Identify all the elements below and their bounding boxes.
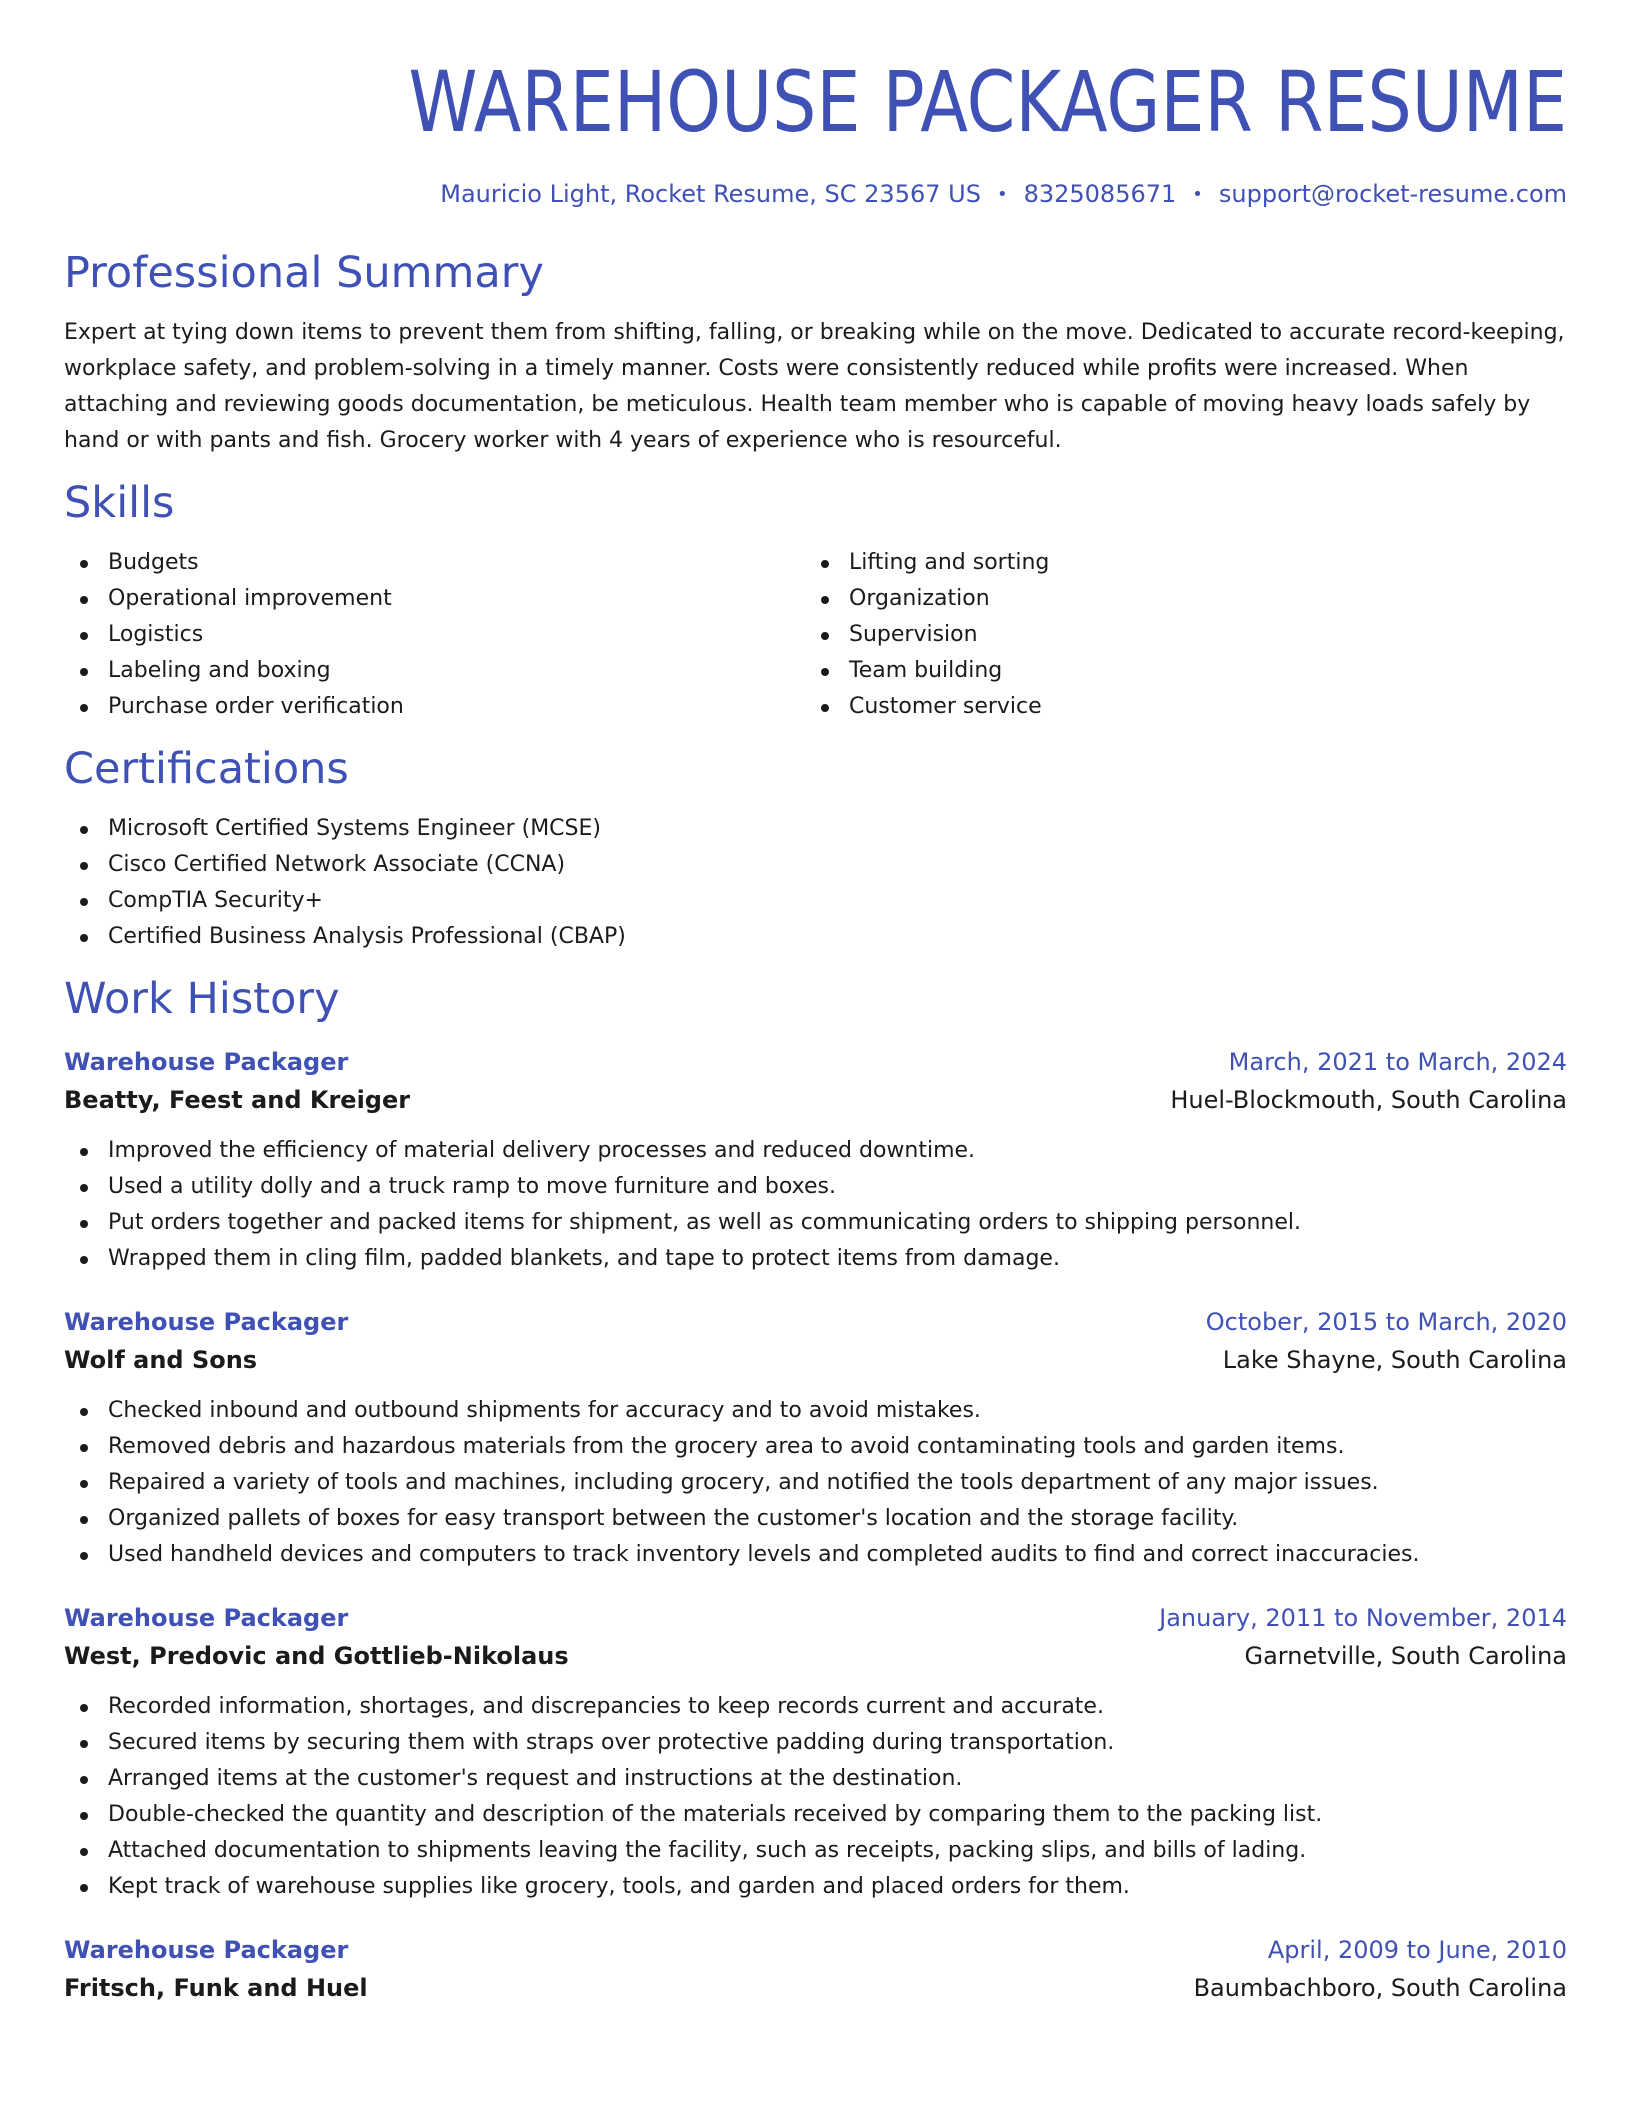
contact-separator: •	[996, 184, 1008, 205]
skill-item: Labeling and boxing	[64, 653, 805, 689]
job-bullet: Repaired a variety of tools and machines, including grocery, and notified the tools department of any major issues.	[64, 1465, 1567, 1501]
job-title: Warehouse Packager	[64, 1604, 349, 1632]
skills-list	[64, 545, 1567, 725]
job-entry	[64, 1303, 1567, 1573]
summary-text: Expert at tying down items to prevent them from shifting, falling, or breaking while on the move. Dedicated to accurate record-keeping, workplace safety, and problem-solving in a timely manner. Costs were consistently reduced while profits were increased. When attaching and reviewing goods documentation, be meticulous. Health team member who is capable of moving heavy loads safely by hand or with pants and fish. Grocery worker with 4 years of experience who is resourceful.	[64, 320, 1565, 453]
job-header	[64, 1599, 1567, 1637]
skill-item: Lifting and sorting	[805, 545, 1546, 581]
job-company: West, Predovic and Gottlieb-Nikolaus	[64, 1642, 569, 1670]
job-title: Warehouse Packager	[64, 1308, 349, 1336]
job-header	[64, 1043, 1567, 1081]
contact-address: Mauricio Light, Rocket Resume, SC 23567 US	[440, 180, 981, 208]
skill-item: Budgets	[64, 545, 805, 581]
job-bullet: Secured items by securing them with straps over protective padding during transportation.	[64, 1725, 1567, 1761]
job-dates: March, 2021 to March, 2024	[1228, 1048, 1567, 1076]
job-bullet: Put orders together and packed items for shipment, as well as communicating orders to shipping personnel.	[64, 1205, 1567, 1241]
job-entry	[64, 1043, 1567, 1277]
contact-separator: •	[1192, 184, 1203, 205]
job-bullet: Kept track of warehouse supplies like grocery, tools, and garden and placed orders for them.	[64, 1869, 1567, 1905]
certification-item: Certified Business Analysis Professional (CBAP)	[64, 919, 1567, 955]
work-history-heading: Work History	[64, 974, 340, 1024]
skill-item: Organization	[805, 581, 1546, 617]
certification-item: CompTIA Security+	[64, 883, 1567, 919]
contact-line	[64, 178, 1567, 211]
job-bullet: Recorded information, shortages, and discrepancies to keep records current and accurate.	[64, 1689, 1567, 1725]
job-bullet: Improved the efficiency of material delivery processes and reduced downtime.	[64, 1133, 1567, 1169]
job-title: Warehouse Packager	[64, 1936, 349, 1964]
job-bullet: Attached documentation to shipments leaving the facility, such as receipts, packing slips, and bills of lading.	[64, 1833, 1567, 1869]
job-location: Baumbachboro, South Carolina	[1193, 1974, 1567, 2002]
skill-item: Operational improvement	[64, 581, 805, 617]
job-bullets	[64, 1133, 1567, 1277]
skill-item: Logistics	[64, 617, 805, 653]
job-bullet: Removed debris and hazardous materials from the grocery area to avoid contaminating tools and garden items.	[64, 1429, 1567, 1465]
job-subheader	[64, 1081, 1567, 1119]
job-title: Warehouse Packager	[64, 1048, 349, 1076]
job-dates: January, 2011 to November, 2014	[1159, 1604, 1567, 1632]
job-location: Lake Shayne, South Carolina	[1222, 1346, 1567, 1374]
job-bullet: Used a utility dolly and a truck ramp to move furniture and boxes.	[64, 1169, 1567, 1205]
resume-page	[64, 0, 1567, 2007]
skills-column-left	[64, 545, 805, 725]
skill-item: Purchase order verification	[64, 689, 805, 725]
skills-column-right	[805, 545, 1546, 725]
contact-email[interactable]: support@rocket-resume.com	[1218, 180, 1567, 208]
job-bullets	[64, 1689, 1567, 1905]
job-company: Fritsch, Funk and Huel	[64, 1974, 368, 2002]
certifications-heading: Certifications	[64, 744, 349, 794]
job-subheader	[64, 1637, 1567, 1675]
job-company: Wolf and Sons	[64, 1346, 258, 1374]
job-dates: October, 2015 to March, 2020	[1205, 1308, 1567, 1336]
job-header	[64, 1303, 1567, 1341]
job-header	[64, 1931, 1567, 1969]
job-company: Beatty, Feest and Kreiger	[64, 1086, 411, 1114]
job-bullet: Organized pallets of boxes for easy transport between the customer's location and the storage facility.	[64, 1501, 1567, 1537]
certification-item: Microsoft Certified Systems Engineer (MCSE)	[64, 811, 1567, 847]
certifications-list	[64, 811, 1567, 955]
job-dates: April, 2009 to June, 2010	[1267, 1936, 1567, 1964]
job-bullet: Checked inbound and outbound shipments for accuracy and to avoid mistakes.	[64, 1393, 1567, 1429]
job-location: Garnetville, South Carolina	[1244, 1642, 1567, 1670]
job-entry	[64, 1599, 1567, 1905]
job-entry	[64, 1931, 1567, 2007]
job-bullet: Arranged items at the customer's request and instructions at the destination.	[64, 1761, 1567, 1797]
job-bullet: Wrapped them in cling film, padded blankets, and tape to protect items from damage.	[64, 1241, 1567, 1277]
summary-heading: Professional Summary	[64, 248, 544, 298]
contact-phone: 8325085671	[1023, 180, 1177, 208]
job-subheader	[64, 1341, 1567, 1379]
skill-item: Supervision	[805, 617, 1546, 653]
job-subheader	[64, 1969, 1567, 2007]
skill-item: Team building	[805, 653, 1546, 689]
job-bullet: Double-checked the quantity and description of the materials received by comparing them to the packing list.	[64, 1797, 1567, 1833]
job-location: Huel-Blockmouth, South Carolina	[1170, 1086, 1567, 1114]
job-bullets	[64, 1393, 1567, 1573]
skills-heading: Skills	[64, 478, 175, 528]
skill-item: Customer service	[805, 689, 1546, 725]
resume-title: WAREHOUSE PACKAGER RESUME	[408, 53, 1567, 151]
certification-item: Cisco Certified Network Associate (CCNA)	[64, 847, 1567, 883]
job-bullet: Used handheld devices and computers to track inventory levels and completed audits to find and correct inaccuracies.	[64, 1537, 1567, 1573]
